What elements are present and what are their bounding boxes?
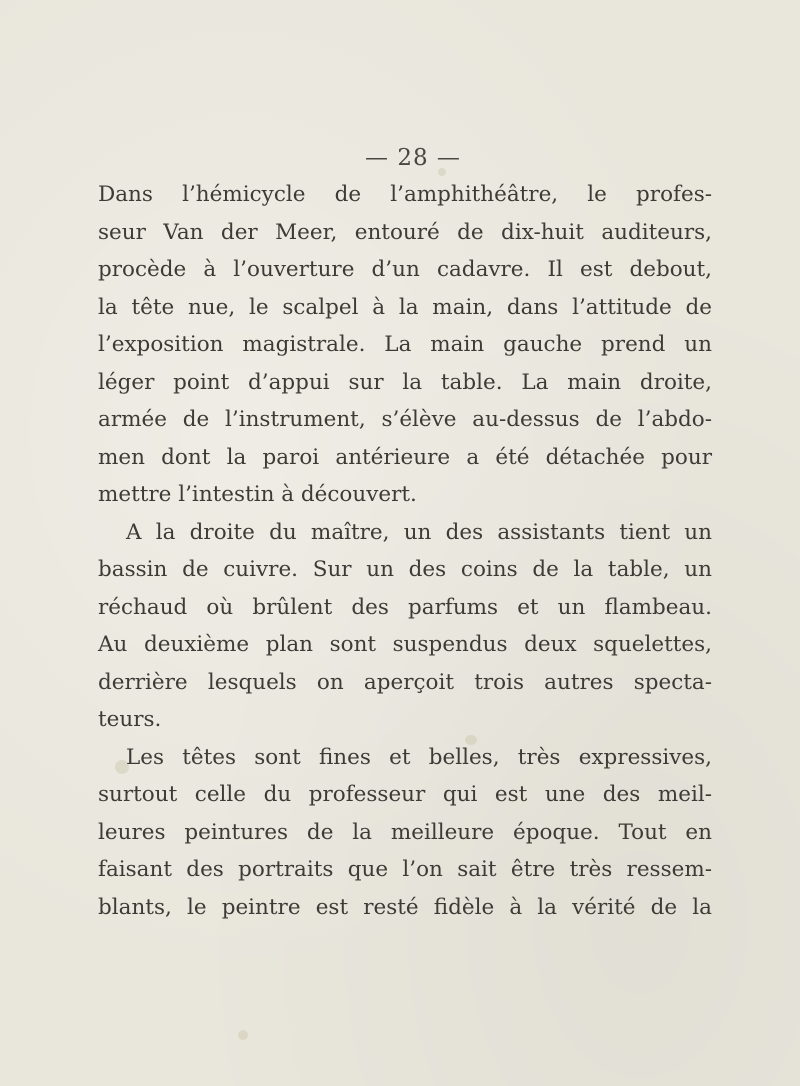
text-line: faisant des portraits que l’on sait être très ressem-	[98, 857, 712, 882]
text-line: derrière lesquels on aperçoit trois autres specta-	[98, 669, 712, 695]
text-line: mettre l’intestin à découvert.	[98, 482, 417, 507]
text-line: surtout celle du professeur qui est une des meil-	[98, 782, 712, 807]
body-text	[98, 176, 712, 926]
paper-stain	[238, 1030, 248, 1040]
text-line: teurs.	[98, 707, 162, 732]
text-line: blants, le peintre est resté fidèle à la vérité de la	[98, 894, 712, 920]
text-line: Au deuxième plan sont suspendus deux squelettes,	[98, 632, 712, 657]
text-line: la tête nue, le scalpel à la main, dans l’attitude de	[98, 294, 712, 320]
text-line: seur Van der Meer, entouré de dix-huit auditeurs,	[98, 219, 712, 245]
page-number: — 28 —	[365, 145, 461, 171]
text-line: réchaud où brûlent des parfums et un flambeau.	[98, 594, 712, 620]
text-line: A la droite du maître, un des assistants tient un	[126, 519, 712, 545]
text-line: léger point d’appui sur la table. La main droite,	[98, 369, 712, 395]
text-line: procède à l’ouverture d’un cadavre. Il est debout,	[98, 257, 712, 282]
text-line: armée de l’instrument, s’élève au-dessus de l’abdo-	[98, 407, 712, 432]
text-line: bassin de cuivre. Sur un des coins de la table, un	[98, 557, 712, 582]
text-line: men dont la paroi antérieure a été détachée pour	[98, 444, 712, 470]
text-line: Dans l’hémicycle de l’amphithéâtre, le profes-	[98, 182, 712, 207]
text-line: Les têtes sont fines et belles, très expressives,	[126, 744, 712, 770]
text-line: leures peintures de la meilleure époque. Tout en	[98, 819, 712, 845]
text-line: l’exposition magistrale. La main gauche prend un	[98, 332, 712, 357]
